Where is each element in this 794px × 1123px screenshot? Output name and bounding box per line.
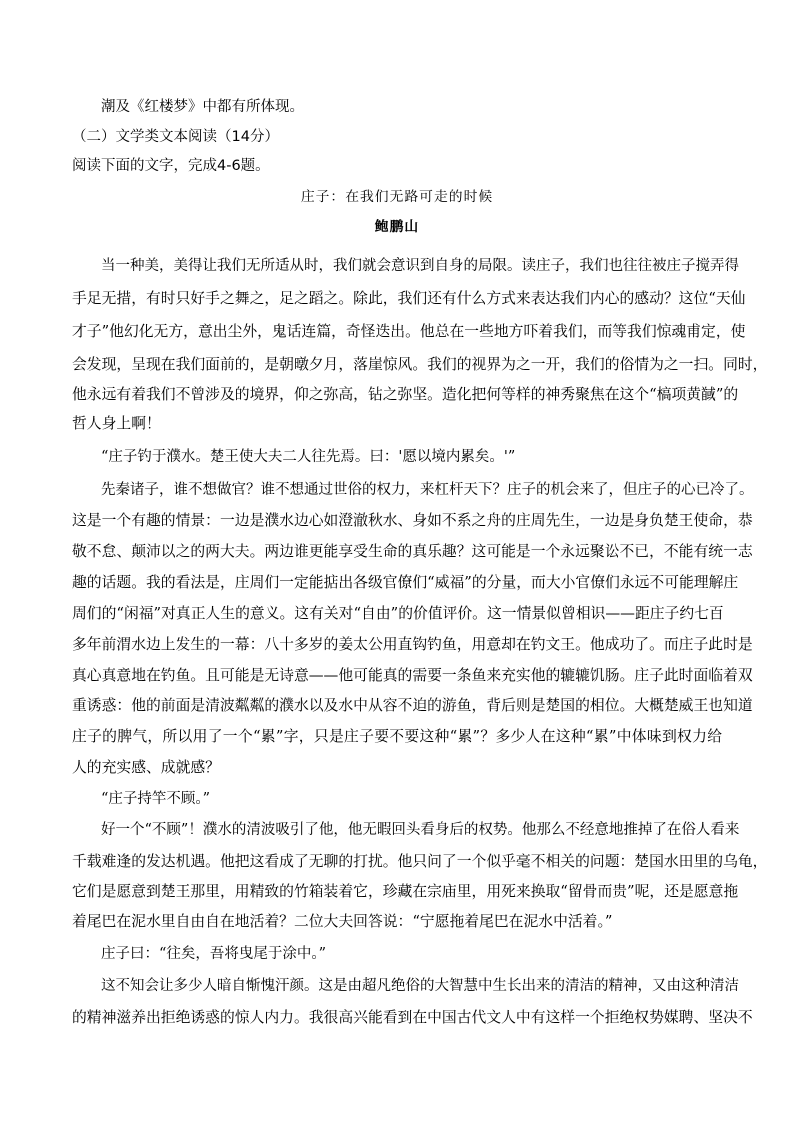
article-line: 哲人身上啊！	[72, 415, 161, 432]
article-line: “庄子钓于濮水。楚王使大夫二人往先焉。曰：'愿以境内累矣。'”	[101, 449, 516, 465]
article-line: 庄子曰：“往矣，吾将曳尾于涂中。”	[101, 946, 327, 962]
continued-line: 潮及《红楼梦》中都有所体现。	[101, 99, 304, 115]
article-line: 手足无措，有时只好手之舞之，足之蹈之。除此，我们还有什么方式来表达我们内心的感动？这位“天仙	[72, 290, 746, 307]
article-title: 庄子：在我们无路可走的时候	[300, 189, 494, 205]
article-line: 着尾巴在泥水里自由自在地活着？二位大夫回答说：“宁愿拖着尾巴在泥水中活着。”	[72, 913, 613, 930]
article-line: 趣的话题。我的看法是，庄周们一定能掂出各级官僚们“威福”的分量，而大小官僚们永远不可能理解庄	[72, 574, 739, 591]
article-line: 先秦诸子，谁不想做官？谁不想通过世俗的权力，来杠杆天下？庄子的机会来了，但庄子的心已冷了。	[101, 482, 754, 498]
article-line: 会发现，呈现在我们面前的，是朝暾夕月，落崖惊风。我们的视界为之一开，我们的俗情为之一扫。同时，	[72, 356, 768, 373]
reading-instruction: 阅读下面的文字，完成4-6题。	[72, 158, 270, 174]
section-heading: （二）文学类文本阅读（14分）	[72, 129, 279, 145]
article-line: 多年前渭水边上发生的一幕：八十多岁的姜太公用直钩钓鱼，用意却在钓文王。他成功了。而庄子此时是	[72, 636, 753, 653]
article-line: 这是一个有趣的情景：一边是濮水边心如澄澈秋水、身如不系之舟的庄周先生，一边是身负楚王使命，恭	[72, 512, 753, 529]
article-line: 真心真意地在钓鱼。且可能是无诗意——他可能真的需要一条鱼来充实他的辘辘饥肠。庄子此时面临着双	[72, 667, 753, 684]
article-line: 当一种美，美得让我们无所适从时，我们就会意识到自身的局限。读庄子，我们也往往被庄子搅弄得	[101, 258, 739, 274]
article-line: 人的充实感、成就感？	[72, 759, 220, 776]
article-line: 它们是愿意到楚王那里，用精致的竹箱装着它，珍藏在宗庙里，用死来换取“留骨而贵”呢，还是愿意拖	[72, 883, 739, 900]
article-line: 这不知会让多少人暗自惭愧汗颜。这是由超凡绝俗的大智慧中生长出来的清洁的精神，又由这种清洁	[101, 978, 739, 994]
article-author: 鲍鹏山	[374, 219, 420, 235]
article-line: 的精神滋养出拒绝诱惑的惊人内力。我很高兴能看到在中国古代文人中有这样一个拒绝权势媒聘、坚决不	[72, 1009, 753, 1026]
article-line: “庄子持竿不顾。”	[101, 791, 211, 807]
article-line: 周们的“闲福”对真正人生的意义。这有关对“自由”的价值评价。这一情景似曾相识——距庄子约七百	[72, 605, 724, 622]
article-line: 才子”他幻化无方，意出尘外，鬼话连篇，奇怪迭出。他总在一些地方吓着我们，而等我们惊魂甫定，使	[72, 323, 746, 340]
article-line: 他永远有着我们不曾涉及的境界，仰之弥高，钻之弥坚。造化把何等样的神秀聚焦在这个“槁项黄馘”的	[72, 386, 739, 403]
article-line: 敬不怠、颠沛以之的两大夫。两边谁更能享受生命的真乐趣？这可能是一个永远聚讼不已，不能有统一志	[72, 543, 753, 560]
article-line: 千载难逢的发达机遇。他把这看成了无聊的打扰。他只问了一个似乎毫不相关的问题：楚国水田里的乌龟，	[72, 853, 768, 870]
article-line: 好一个“不顾”！濮水的清波吸引了他，他无暇回头看身后的权势。他那么不经意地推掉了在俗人看来	[101, 822, 740, 838]
article-line: 庄子的脾气，所以用了一个“累”字，只是庄子要不要这种“累”？多少人在这种“累”中体味到权力给	[72, 728, 722, 745]
article-line: 重诱惑：他的前面是清波粼粼的濮水以及水中从容不迫的游鱼，背后则是楚国的相位。大概楚威王也知道	[72, 697, 753, 714]
